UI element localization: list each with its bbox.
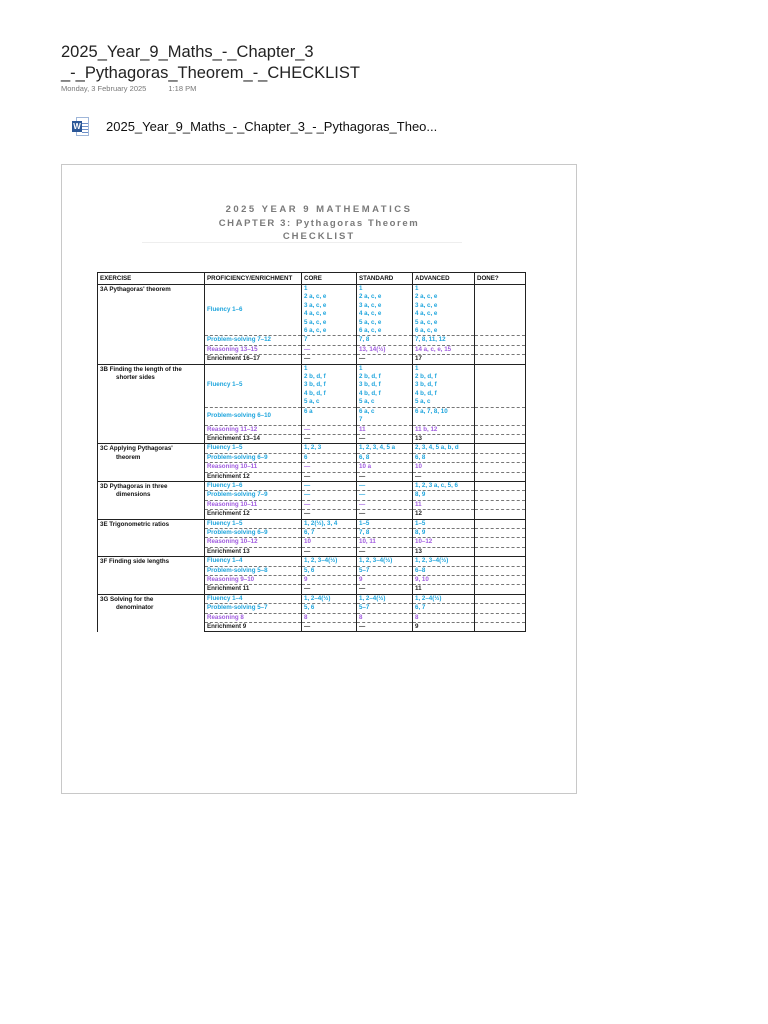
standard-value: 7 <box>359 416 363 424</box>
exercise-name: 3A Pythagoras' theorem <box>100 286 171 293</box>
standard-cell <box>357 528 413 537</box>
standard-cell <box>357 585 413 594</box>
proficiency-cell: Fluency 1–6 <box>205 285 302 336</box>
advanced-value: 8 <box>415 613 419 621</box>
advanced-cell <box>413 547 475 556</box>
column-header: CORE <box>302 273 357 285</box>
advanced-cell <box>413 510 475 519</box>
exercise-cell <box>98 557 205 595</box>
advanced-value: 5 a, c, e <box>415 318 438 326</box>
core-value: — <box>304 510 311 518</box>
core-value: 6 a, c, e <box>304 327 327 335</box>
standard-value: 2 b, d, f <box>359 373 381 381</box>
advanced-cell <box>413 463 475 472</box>
done-checkbox-cell[interactable] <box>475 519 526 528</box>
standard-cell <box>357 604 413 613</box>
standard-cell <box>357 434 413 443</box>
heading-divider <box>142 242 462 243</box>
standard-value: — <box>359 623 366 631</box>
core-cell <box>302 594 357 603</box>
standard-cell <box>357 500 413 509</box>
standard-value: 1–5 <box>359 519 370 527</box>
standard-cell <box>357 444 413 453</box>
exercise-name: 3F Finding side lengths <box>100 558 170 566</box>
standard-value: 6 a, c, e <box>359 327 382 335</box>
core-value: 6 a <box>304 407 313 415</box>
column-header: DONE? <box>475 273 526 285</box>
core-value: — <box>304 623 311 631</box>
core-value: 5, 6 <box>304 604 315 612</box>
document-preview <box>61 164 577 794</box>
core-cell <box>302 453 357 462</box>
core-cell <box>302 336 357 345</box>
core-value: 2 a, c, e <box>304 293 327 301</box>
core-value: 9 <box>304 576 308 583</box>
advanced-value: 3 a, c, e <box>415 301 438 309</box>
proficiency-cell: Reasoning 9–10 <box>205 576 302 585</box>
core-value: 1 <box>304 285 308 292</box>
advanced-value: 7, 8, 11, 12 <box>415 336 446 344</box>
advanced-value: 1 <box>415 285 419 292</box>
advanced-cell <box>413 576 475 585</box>
column-header: STANDARD <box>357 273 413 285</box>
standard-cell <box>357 547 413 556</box>
advanced-value: 10 <box>415 463 422 471</box>
advanced-value: 6 a, c, e <box>415 327 438 335</box>
core-cell <box>302 557 357 566</box>
proficiency-cell: Fluency 1–4 <box>205 557 302 566</box>
standard-cell <box>357 453 413 462</box>
standard-value: — <box>359 491 366 499</box>
standard-value: 9 <box>359 576 363 583</box>
done-checkbox-cell[interactable] <box>475 613 526 622</box>
done-checkbox-cell[interactable] <box>475 336 526 345</box>
core-cell <box>302 491 357 500</box>
advanced-value: 9 <box>415 623 419 631</box>
proficiency-cell: Problem-solving 6–9 <box>205 453 302 462</box>
proficiency-cell: Enrichment 16–17 <box>205 355 302 364</box>
core-cell <box>302 407 357 425</box>
advanced-value: 13 <box>415 434 422 442</box>
done-checkbox-cell[interactable] <box>475 345 526 354</box>
core-value: 1, 2–4(½) <box>304 594 331 602</box>
standard-cell <box>357 566 413 575</box>
core-cell <box>302 481 357 490</box>
advanced-cell <box>413 285 475 336</box>
core-cell <box>302 519 357 528</box>
standard-cell <box>357 557 413 566</box>
core-value: — <box>304 463 311 471</box>
proficiency-cell: Enrichment 12 <box>205 510 302 519</box>
note-timestamp <box>61 84 216 93</box>
exercise-cell <box>98 364 205 444</box>
column-header: PROFICIENCY/ENRICHMENT <box>205 273 302 285</box>
core-cell <box>302 613 357 622</box>
proficiency-cell: Enrichment 9 <box>205 623 302 632</box>
advanced-cell <box>413 604 475 613</box>
standard-cell <box>357 336 413 345</box>
proficiency-cell: Reasoning 10–11 <box>205 463 302 472</box>
done-checkbox-cell[interactable] <box>475 463 526 472</box>
core-value: — <box>304 481 311 489</box>
advanced-value: 6 a, 7, 8, 10 <box>415 407 448 415</box>
standard-value: 8 <box>359 613 363 621</box>
document-subheading: CHAPTER 3: Pythagoras Theorem <box>218 218 420 229</box>
exercise-cell <box>98 594 205 632</box>
core-cell <box>302 364 357 407</box>
standard-cell <box>357 481 413 490</box>
core-cell <box>302 500 357 509</box>
table-row <box>98 285 526 336</box>
advanced-value: 8, 9 <box>415 491 426 499</box>
done-checkbox-cell[interactable] <box>475 566 526 575</box>
done-checkbox-cell[interactable] <box>475 481 526 490</box>
core-cell <box>302 425 357 434</box>
core-value: 3 b, d, f <box>304 381 326 389</box>
document-heading: 2025 YEAR 9 MATHEMATICS <box>225 204 413 215</box>
core-cell <box>302 547 357 556</box>
advanced-value: 14 a, c, e, 15 <box>415 345 452 353</box>
standard-value: 4 a, c, e <box>359 310 382 318</box>
advanced-cell <box>413 500 475 509</box>
proficiency-cell: Fluency 1–5 <box>205 519 302 528</box>
advanced-cell <box>413 336 475 345</box>
table-header-row <box>98 273 526 285</box>
proficiency-cell: Enrichment 11 <box>205 585 302 594</box>
core-cell <box>302 585 357 594</box>
proficiency-cell: Problem-solving 7–9 <box>205 491 302 500</box>
proficiency-cell: Problem-solving 5–7 <box>205 604 302 613</box>
standard-value: 1 <box>359 285 363 292</box>
advanced-value: 2 a, c, e <box>415 293 438 301</box>
exercise-cell <box>98 444 205 482</box>
standard-value: 11 <box>359 425 366 433</box>
core-value: — <box>304 472 311 480</box>
core-cell <box>302 604 357 613</box>
standard-value: 3 b, d, f <box>359 381 381 389</box>
proficiency-cell: Fluency 1–6 <box>205 481 302 490</box>
advanced-value: 13 <box>415 547 422 555</box>
core-value: 3 a, c, e <box>304 301 327 309</box>
core-cell <box>302 472 357 481</box>
core-cell <box>302 444 357 453</box>
standard-cell <box>357 355 413 364</box>
core-cell <box>302 285 357 336</box>
proficiency-cell: Reasoning 10–12 <box>205 538 302 547</box>
core-value: — <box>304 500 311 508</box>
advanced-value: 11 <box>415 585 422 593</box>
core-cell <box>302 510 357 519</box>
core-cell <box>302 434 357 443</box>
note-title: 2025_Year_9_Maths_-_Chapter_3 _-_Pythagoras_Theorem_-_CHECKLIST <box>61 43 360 82</box>
standard-cell <box>357 463 413 472</box>
standard-value: 6 a, c <box>359 407 375 415</box>
standard-value: 7, 8 <box>359 336 370 344</box>
advanced-cell <box>413 491 475 500</box>
advanced-cell <box>413 585 475 594</box>
exercise-name: 3C Applying Pythagoras' <box>100 445 173 453</box>
advanced-value: — <box>415 472 422 480</box>
advanced-value: 6, 8 <box>415 453 426 461</box>
core-value: 5 a, c <box>304 398 320 406</box>
proficiency-cell: Enrichment 13 <box>205 547 302 556</box>
done-checkbox-cell[interactable] <box>475 444 526 453</box>
advanced-value: 4 b, d, f <box>415 389 437 397</box>
advanced-cell <box>413 528 475 537</box>
advanced-value: 11 b, 12 <box>415 425 438 433</box>
done-checkbox-cell[interactable] <box>475 510 526 519</box>
advanced-value: 1, 2, 3–4(½) <box>415 557 449 565</box>
advanced-cell <box>413 519 475 528</box>
table-row <box>98 364 526 407</box>
core-value: 1, 2(½), 3, 4 <box>304 519 338 527</box>
advanced-value: 12 <box>415 510 422 518</box>
table-row <box>98 444 526 453</box>
standard-value: 5–7 <box>359 604 370 612</box>
core-value: 1, 2, 3–4(½) <box>304 557 338 565</box>
standard-value: — <box>359 481 366 489</box>
done-checkbox-cell[interactable] <box>475 491 526 500</box>
advanced-cell <box>413 345 475 354</box>
core-value: 1, 2, 3 <box>304 444 322 452</box>
advanced-cell <box>413 566 475 575</box>
standard-cell <box>357 510 413 519</box>
advanced-cell <box>413 425 475 434</box>
standard-cell <box>357 472 413 481</box>
done-checkbox-cell[interactable] <box>475 472 526 481</box>
advanced-cell <box>413 613 475 622</box>
advanced-cell <box>413 364 475 407</box>
done-checkbox-cell[interactable] <box>475 528 526 537</box>
checklist-body <box>98 285 526 632</box>
core-value: 6 <box>304 453 308 461</box>
proficiency-cell: Reasoning 10–11 <box>205 500 302 509</box>
done-checkbox-cell[interactable] <box>475 364 526 407</box>
proficiency-cell: Reasoning 13–15 <box>205 345 302 354</box>
core-cell <box>302 528 357 537</box>
proficiency-cell: Problem-solving 7–12 <box>205 336 302 345</box>
core-cell <box>302 355 357 364</box>
core-cell <box>302 345 357 354</box>
advanced-value: 10–12 <box>415 538 433 546</box>
column-header: EXERCISE <box>98 273 205 285</box>
core-value: 4 a, c, e <box>304 310 327 318</box>
core-value: 1 <box>304 364 308 372</box>
advanced-cell <box>413 538 475 547</box>
advanced-value: 1, 2, 3 a, c, 5, 6 <box>415 481 458 489</box>
proficiency-cell: Fluency 1–5 <box>205 444 302 453</box>
advanced-value: 6, 7 <box>415 604 426 612</box>
advanced-cell <box>413 594 475 603</box>
standard-cell <box>357 491 413 500</box>
standard-value: 3 a, c, e <box>359 301 382 309</box>
core-value: 10 <box>304 538 311 546</box>
standard-cell <box>357 345 413 354</box>
done-checkbox-cell[interactable] <box>475 500 526 509</box>
advanced-value: 3 b, d, f <box>415 381 437 389</box>
exercise-name: 3D Pythagoras in three <box>100 482 168 490</box>
attachment-filename: 2025_Year_9_Maths_-_Chapter_3_-_Pythagoras_Theo... <box>106 118 438 134</box>
core-value: — <box>304 355 311 363</box>
column-header: ADVANCED <box>413 273 475 285</box>
proficiency-cell: Reasoning 11–12 <box>205 425 302 434</box>
core-value: 5 a, c, e <box>304 318 327 326</box>
core-value: 6, 7 <box>304 528 315 536</box>
note-time: 1:18 PM <box>168 84 197 93</box>
note-date: Monday, 3 February 2025 <box>61 84 147 93</box>
core-value: — <box>304 345 311 353</box>
done-checkbox-cell[interactable] <box>475 557 526 566</box>
advanced-value: 2 b, d, f <box>415 373 437 381</box>
standard-value: — <box>359 434 366 442</box>
done-checkbox-cell[interactable] <box>475 585 526 594</box>
standard-value: 1 <box>359 364 363 372</box>
advanced-value: 2, 3, 4, 5 a, b, d <box>415 444 459 452</box>
proficiency-cell: Enrichment 13–14 <box>205 434 302 443</box>
exercise-name: denominator <box>116 604 154 612</box>
table-row <box>98 481 526 490</box>
standard-value: 1, 2, 3–4(½) <box>359 557 393 565</box>
advanced-value: 5 a, c <box>415 398 431 406</box>
core-cell <box>302 566 357 575</box>
advanced-value: 9, 10 <box>415 576 429 583</box>
core-cell <box>302 463 357 472</box>
advanced-cell <box>413 481 475 490</box>
standard-value: — <box>359 472 366 480</box>
standard-value: 1, 2, 3, 4, 5 a <box>359 444 396 452</box>
core-cell <box>302 538 357 547</box>
file-attachment[interactable] <box>72 115 437 137</box>
exercise-name: 3B Finding the length of the <box>100 365 182 373</box>
core-value: — <box>304 434 311 442</box>
core-cell <box>302 576 357 585</box>
exercise-name: 3E Trigonometric ratios <box>100 520 170 528</box>
core-value: — <box>304 547 311 555</box>
standard-cell <box>357 538 413 547</box>
checklist-table <box>97 272 526 632</box>
core-value: — <box>304 425 311 433</box>
table-row <box>98 519 526 528</box>
standard-value: 10, 11 <box>359 538 376 546</box>
advanced-value: 11 <box>415 500 422 508</box>
exercise-cell <box>98 285 205 365</box>
proficiency-cell: Problem-solving 6–9 <box>205 528 302 537</box>
exercise-cell <box>98 481 205 519</box>
advanced-value: 1 <box>415 364 419 372</box>
standard-value: — <box>359 547 366 555</box>
advanced-cell <box>413 444 475 453</box>
standard-value: — <box>359 355 366 363</box>
standard-value: 10 a <box>359 463 372 471</box>
standard-value: 5 a, c, e <box>359 318 382 326</box>
done-checkbox-cell[interactable] <box>475 576 526 585</box>
done-checkbox-cell[interactable] <box>475 407 526 425</box>
standard-value: 7, 8 <box>359 528 370 536</box>
standard-cell <box>357 594 413 603</box>
word-file-icon: W <box>72 117 89 136</box>
standard-cell <box>357 407 413 425</box>
core-value: 5, 6 <box>304 566 315 574</box>
core-value: — <box>304 491 311 499</box>
proficiency-cell: Fluency 1–4 <box>205 594 302 603</box>
proficiency-cell: Problem-solving 6–10 <box>205 407 302 425</box>
standard-cell <box>357 285 413 336</box>
core-value: 7 <box>304 336 308 344</box>
exercise-name: dimensions <box>116 491 151 499</box>
advanced-cell <box>413 434 475 443</box>
advanced-cell <box>413 557 475 566</box>
table-row <box>98 557 526 566</box>
standard-value: 13, 14(½) <box>359 345 386 353</box>
document-checklist-label: CHECKLIST <box>282 231 356 242</box>
standard-cell <box>357 623 413 632</box>
exercise-name: theorem <box>116 453 141 461</box>
done-checkbox-cell[interactable] <box>475 623 526 632</box>
proficiency-cell: Reasoning 8 <box>205 613 302 622</box>
standard-value: 6, 8 <box>359 453 370 461</box>
proficiency-cell: Enrichment 12 <box>205 472 302 481</box>
standard-value: — <box>359 585 366 593</box>
done-checkbox-cell[interactable] <box>475 285 526 336</box>
standard-value: 1, 2–4(½) <box>359 594 386 602</box>
standard-cell <box>357 519 413 528</box>
done-checkbox-cell[interactable] <box>475 434 526 443</box>
advanced-cell <box>413 623 475 632</box>
core-value: — <box>304 585 311 593</box>
advanced-cell <box>413 472 475 481</box>
core-value: 8 <box>304 613 308 621</box>
advanced-cell <box>413 407 475 425</box>
core-cell <box>302 623 357 632</box>
advanced-value: 1, 2–4(½) <box>415 594 442 602</box>
standard-value: 5–7 <box>359 566 370 574</box>
standard-value: — <box>359 500 366 508</box>
advanced-value: 6–8 <box>415 566 426 574</box>
standard-value: — <box>359 510 366 518</box>
advanced-value: 8, 9 <box>415 528 426 536</box>
exercise-name: shorter sides <box>116 374 155 382</box>
done-checkbox-cell[interactable] <box>475 594 526 603</box>
proficiency-cell: Fluency 1–5 <box>205 364 302 407</box>
table-row <box>98 594 526 603</box>
advanced-value: 4 a, c, e <box>415 310 438 318</box>
core-value: 2 b, d, f <box>304 373 326 381</box>
standard-cell <box>357 576 413 585</box>
standard-value: 2 a, c, e <box>359 293 382 301</box>
standard-cell <box>357 425 413 434</box>
standard-value: 4 b, d, f <box>359 389 381 397</box>
done-checkbox-cell[interactable] <box>475 547 526 556</box>
exercise-cell <box>98 519 205 557</box>
advanced-value: 1–5 <box>415 519 426 527</box>
done-checkbox-cell[interactable] <box>475 604 526 613</box>
standard-value: 5 a, c <box>359 398 375 406</box>
done-checkbox-cell[interactable] <box>475 453 526 462</box>
advanced-cell <box>413 453 475 462</box>
standard-cell <box>357 613 413 622</box>
advanced-cell <box>413 355 475 364</box>
done-checkbox-cell[interactable] <box>475 538 526 547</box>
done-checkbox-cell[interactable] <box>475 355 526 364</box>
advanced-value: 17 <box>415 355 422 363</box>
done-checkbox-cell[interactable] <box>475 425 526 434</box>
proficiency-cell: Problem-solving 5–8 <box>205 566 302 575</box>
standard-cell <box>357 364 413 407</box>
exercise-name: 3G Solving for the <box>100 595 154 603</box>
core-value: 4 b, d, f <box>304 389 326 397</box>
